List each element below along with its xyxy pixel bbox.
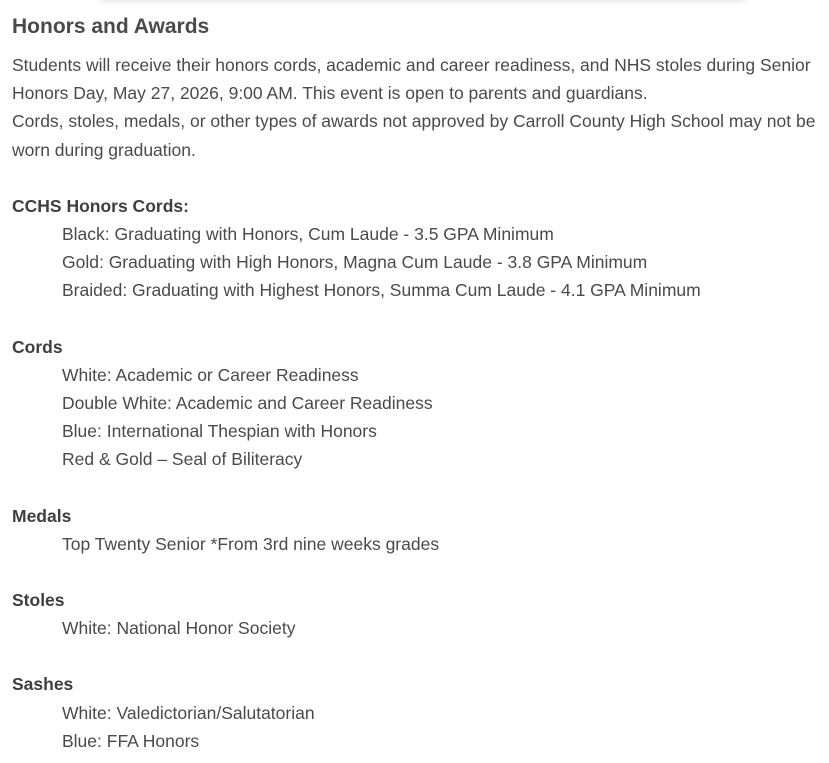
list-item: White: Valedictorian/Salutatorian bbox=[62, 702, 315, 723]
list-item: White: Academic or Career Readiness bbox=[62, 364, 359, 385]
item-list bbox=[12, 614, 817, 642]
page-title: Honors and Awards bbox=[12, 15, 210, 38]
list-item: Gold: Graduating with High Honors, Magna Cum Laude - 3.8 GPA Minimum bbox=[62, 252, 648, 273]
intro-paragraph-event: Students will receive their honors cords, academic and career readiness, and NHS stoles during Senior Honors Day, May 27, 2026, 9:00 AM. This event is open to parents and guardians. bbox=[12, 55, 811, 104]
intro-paragraph-policy: Cords, stoles, medals, or other types of awards not approved by Carroll County High School may not be worn during graduation. bbox=[12, 111, 816, 160]
section-honors-cords bbox=[12, 192, 817, 305]
section-sashes bbox=[12, 670, 817, 755]
list-item: Top Twenty Senior *From 3rd nine weeks grades bbox=[62, 533, 440, 554]
item-list bbox=[12, 361, 817, 474]
honors-awards-article bbox=[12, 12, 817, 755]
section-title: Cords bbox=[12, 336, 63, 357]
list-item: Red & Gold – Seal of Biliteracy bbox=[62, 449, 303, 470]
item-list bbox=[12, 530, 817, 558]
list-item: Black: Graduating with Honors, Cum Laude - 3.5 GPA Minimum bbox=[62, 224, 554, 245]
list-item: Braided: Graduating with Highest Honors, Summa Cum Laude - 4.1 GPA Minimum bbox=[62, 280, 701, 301]
intro-text bbox=[12, 51, 817, 164]
list-item: White: National Honor Society bbox=[62, 618, 296, 639]
section-title: CCHS Honors Cords: bbox=[12, 195, 189, 216]
item-list bbox=[12, 220, 817, 305]
item-list bbox=[12, 699, 817, 755]
list-item: Blue: International Thespian with Honors bbox=[62, 421, 377, 442]
section-title: Stoles bbox=[12, 590, 65, 611]
section-stoles bbox=[12, 586, 817, 642]
section-title: Sashes bbox=[12, 674, 74, 695]
list-item: Double White: Academic and Career Readiness bbox=[62, 393, 433, 414]
section-title: Medals bbox=[12, 505, 72, 526]
section-cords bbox=[12, 333, 817, 474]
section-medals bbox=[12, 502, 817, 558]
list-item: Blue: FFA Honors bbox=[62, 730, 200, 751]
